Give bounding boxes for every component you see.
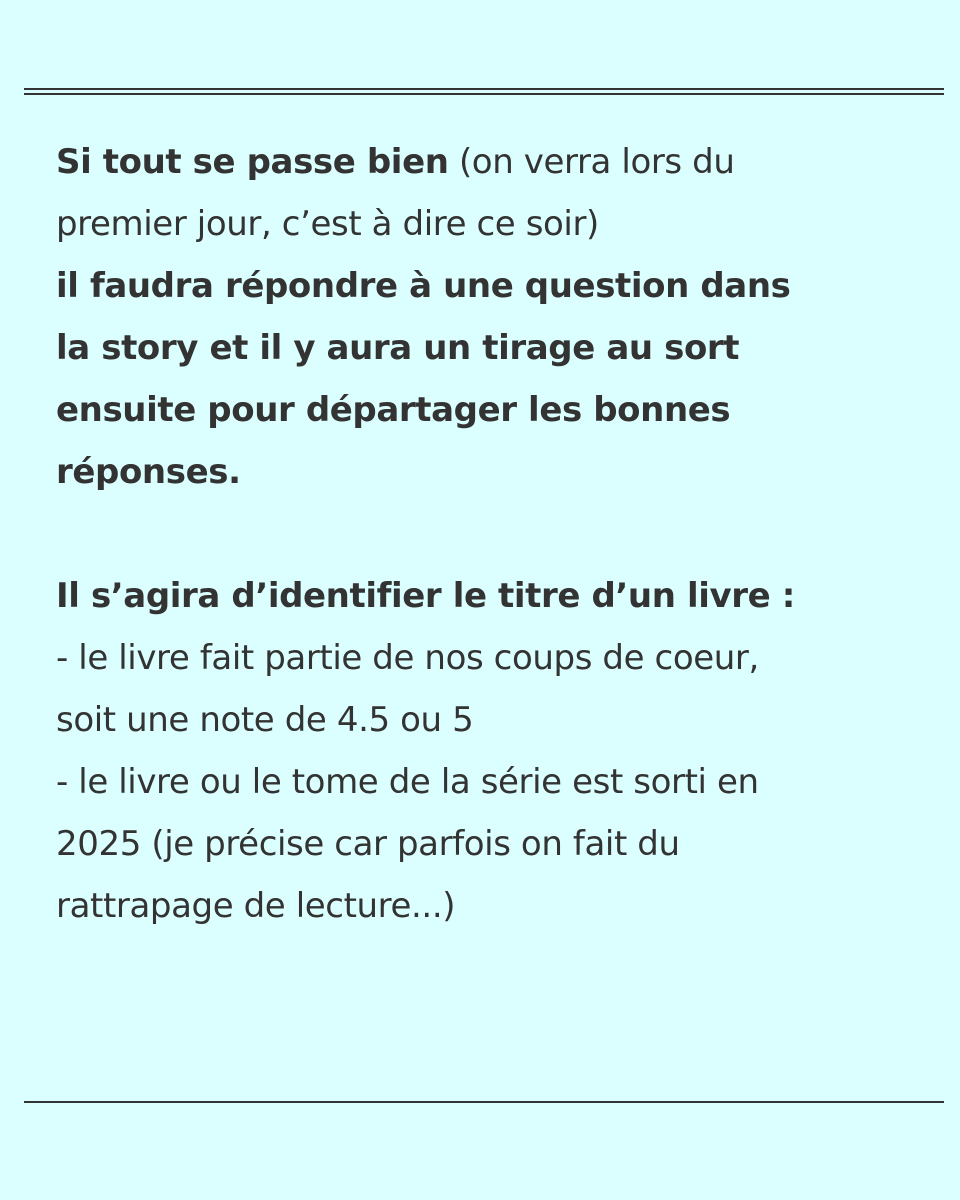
main-text bbox=[56, 131, 926, 937]
paragraph-1-line-2: premier jour, c’est à dire ce soir) bbox=[56, 204, 599, 244]
paragraph-2-line-4: 2025 (je précise car parfois on fait du bbox=[56, 824, 680, 864]
paragraph-2-line-1: - le livre fait partie de nos coups de coeur, bbox=[56, 638, 759, 678]
top-rule-line-2 bbox=[24, 93, 944, 95]
paragraph-1-line-5: ensuite pour départager les bonnes bbox=[56, 390, 731, 430]
paragraph-2-line-5: rattrapage de lecture...) bbox=[56, 886, 456, 926]
paragraph-1-line-4: la story et il y aura un tirage au sort bbox=[56, 328, 740, 368]
paragraph-gap bbox=[56, 503, 926, 565]
top-double-rule bbox=[24, 88, 944, 96]
bottom-rule bbox=[24, 1101, 944, 1103]
paragraph-2-heading: Il s’agira d’identifier le titre d’un livre : bbox=[56, 576, 795, 616]
paragraph-1-line-1 bbox=[56, 131, 926, 193]
top-rule-line-1 bbox=[24, 88, 944, 90]
paragraph-1-line-6: réponses. bbox=[56, 452, 241, 492]
intro-bold-text: Si tout se passe bien bbox=[56, 142, 449, 182]
intro-regular-text: (on verra lors du bbox=[448, 142, 735, 182]
paragraph-2-line-3: - le livre ou le tome de la série est sorti en bbox=[56, 762, 759, 802]
paragraph-2-line-2: soit une note de 4.5 ou 5 bbox=[56, 700, 474, 740]
paragraph-1-line-3: il faudra répondre à une question dans bbox=[56, 266, 791, 306]
